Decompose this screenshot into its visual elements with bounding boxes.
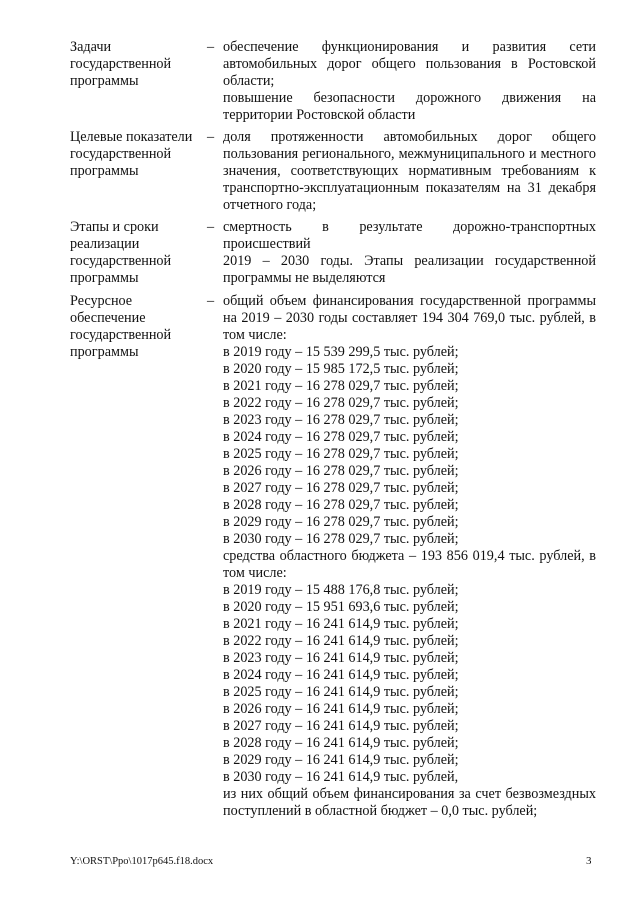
regional-year-line: в 2022 году – 16 241 614,9 тыс. рублей; — [223, 633, 459, 649]
funding-year-line: в 2026 году – 16 278 029,7 тыс. рублей; — [223, 463, 459, 479]
row-label-indicators: Целевые показатели государственной программы — [70, 129, 193, 179]
row-content-resources — [223, 293, 596, 820]
regional-year-line: в 2019 году – 15 488 176,8 тыс. рублей; — [223, 582, 459, 598]
paragraph: смертность в результате дорожно-транспортных происшествий — [223, 219, 596, 252]
row-dash: – — [207, 129, 215, 145]
funding-year-line: в 2029 году – 16 278 029,7 тыс. рублей; — [223, 514, 459, 530]
funding-year-line: в 2019 году – 15 539 299,5 тыс. рублей; — [223, 344, 459, 360]
regional-year-line: в 2027 году – 16 241 614,9 тыс. рублей; — [223, 718, 459, 734]
regional-year-line: в 2024 году – 16 241 614,9 тыс. рублей; — [223, 667, 459, 683]
funding-year-line: в 2030 году – 16 278 029,7 тыс. рублей; — [223, 531, 459, 547]
row-content-tasks — [223, 39, 596, 124]
paragraph: 2019 – 2030 годы. Этапы реализации государственной программы не выделяются — [223, 253, 596, 286]
funding-year-line: в 2020 году – 15 985 172,5 тыс. рублей; — [223, 361, 459, 377]
row-content-indicators — [223, 129, 596, 214]
funding-year-line: в 2021 году – 16 278 029,7 тыс. рублей; — [223, 378, 459, 394]
regional-year-line: в 2021 году – 16 241 614,9 тыс. рублей; — [223, 616, 459, 632]
funding-year-line: в 2028 году – 16 278 029,7 тыс. рублей; — [223, 497, 459, 513]
row-label-stages: Этапы и сроки реализации государственной программы — [70, 219, 172, 286]
row-dash: – — [207, 39, 215, 55]
regional-year-line: в 2025 году – 16 241 614,9 тыс. рублей; — [223, 684, 459, 700]
page-number: 3 — [586, 855, 592, 867]
funding-year-line: в 2024 году – 16 278 029,7 тыс. рублей; — [223, 429, 459, 445]
row-label-tasks: Задачи государственной программы — [70, 39, 172, 89]
grant-funding-note: из них общий объем финансирования за счет безвозмездных поступлений в областной бюджет – 0,0 тыс. рублей; — [223, 786, 596, 819]
regional-year-line: в 2026 году – 16 241 614,9 тыс. рублей; — [223, 701, 459, 717]
funding-year-line: в 2025 году – 16 278 029,7 тыс. рублей; — [223, 446, 459, 462]
funding-year-line: в 2023 году – 16 278 029,7 тыс. рублей; — [223, 412, 459, 428]
regional-year-line: в 2030 году – 16 241 614,9 тыс. рублей, — [223, 769, 459, 785]
paragraph: повышение безопасности дорожного движения на территории Ростовской области — [223, 90, 596, 123]
regional-budget-intro: средства областного бюджета – 193 856 019,4 тыс. рублей, в том числе: — [223, 548, 596, 581]
footer-file-path: Y:\ORST\Ppo\1017p645.f18.docx — [70, 856, 214, 867]
row-dash: – — [207, 219, 215, 235]
row-content-stages — [223, 219, 596, 287]
row-label-resources: Ресурсное обеспечение государственной программы — [70, 293, 172, 360]
regional-year-line: в 2029 году – 16 241 614,9 тыс. рублей; — [223, 752, 459, 768]
regional-year-line: в 2028 году – 16 241 614,9 тыс. рублей; — [223, 735, 459, 751]
funding-intro: общий объем финансирования государственной программы на 2019 – 2030 годы составляет 194 304 769,0 тыс. рублей, в том числе: — [223, 293, 596, 343]
regional-year-line: в 2020 году – 15 951 693,6 тыс. рублей; — [223, 599, 459, 615]
row-dash: – — [207, 293, 215, 309]
funding-year-line: в 2022 году – 16 278 029,7 тыс. рублей; — [223, 395, 459, 411]
regional-year-line: в 2023 году – 16 241 614,9 тыс. рублей; — [223, 650, 459, 666]
funding-year-line: в 2027 году – 16 278 029,7 тыс. рублей; — [223, 480, 459, 496]
paragraph: обеспечение функционирования и развития сети автомобильных дорог общего пользования в Ростовской области; — [223, 39, 596, 89]
paragraph: доля протяженности автомобильных дорог общего пользования регионального, межмуниципального и местного значения, соответствующих нормативным требованиям к транспортно-эксплуатационным показателям на 31 декабря отчетного года; — [223, 129, 596, 213]
